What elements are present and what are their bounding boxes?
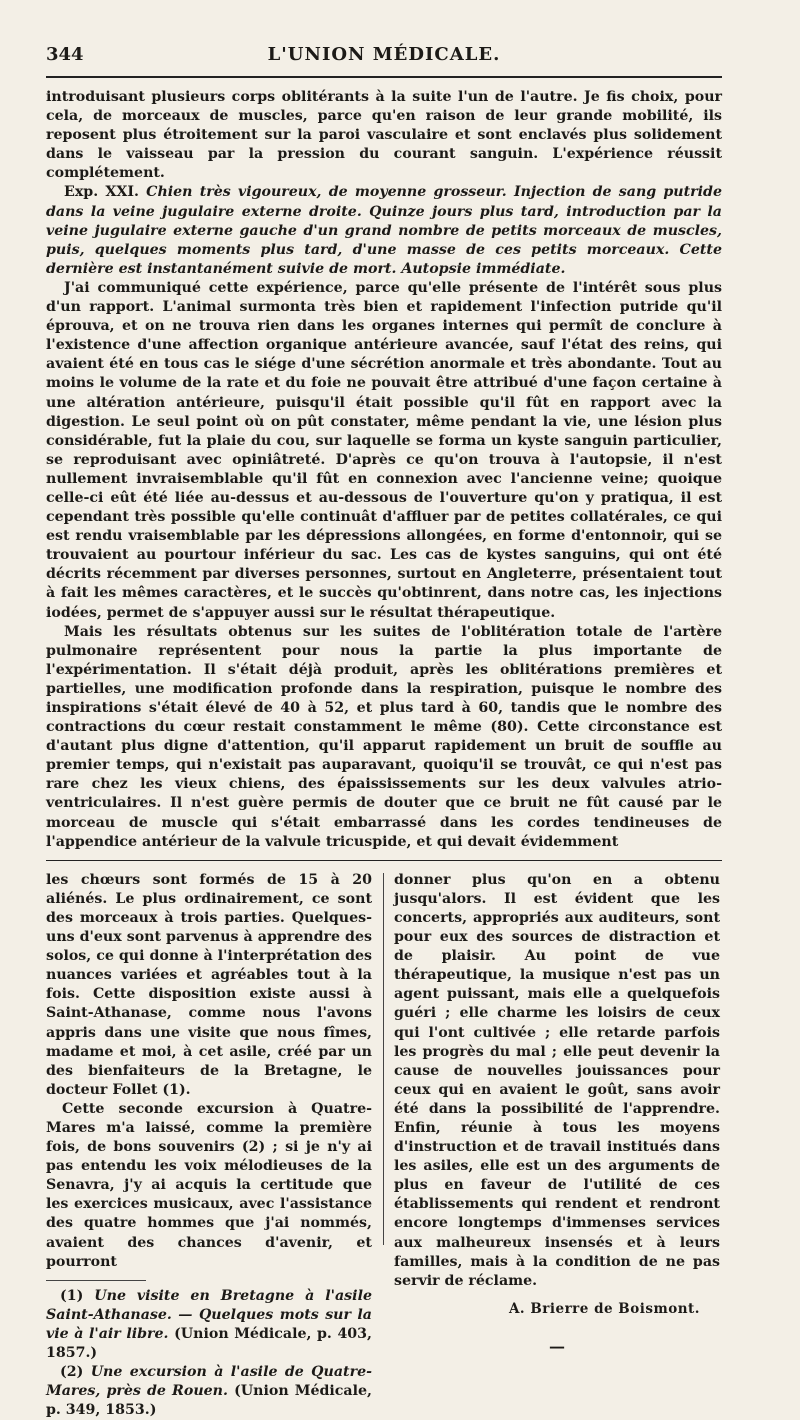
end-dash: — (549, 1336, 565, 1356)
column-divider (383, 873, 384, 1245)
experiment-label: Exp. XXI. (64, 184, 139, 201)
column-paragraph: Cette seconde excursion à Quatre-Mares m'a laissé, comme la première fois, de bons souvenirs (2) ; si je n'y ai pas entendu les voix mélodieuses de la Senavra, j'y ai acquis la certitude que les exercices musicaux, avec l'assistance des quatre hommes que j'ai nommés, avaient des chances d'avenir, et pourront (46, 1100, 372, 1270)
article-paragraph: introduisant plusieurs corps oblitérants à la suite l'un de l'autre. Je fis choix, pour cela, de morceaux de muscles, parce qu'en raison de leur grande mobilité, ils reposent plus étroitement sur la paroi vasculaire et sont enclavés plus solidement dans le vaisseau par la pression du courant sanguin. L'expérience réussit complétement. (46, 89, 722, 182)
column-paragraph: les chœurs sont formés de 15 à 20 aliénés. Le plus ordinairement, ce sont des morceaux à trois parties. Quelques-uns d'eux sont parvenus à apprendre des solos, ce qui donne à l'interprétation des nuances variées et agréables tout à la fois. Cette disposition existe aussi à Saint-Athanase, comme nous l'avons appris dans une visite que nous fîmes, madame et moi, à cet asile, créé par un des bienfaiteurs de la Bretagne, le docteur Follet (1). (46, 871, 372, 1098)
page-number: 344 (46, 44, 84, 65)
page-header (46, 44, 722, 70)
footnote-title: Une visite en Bretagne à l'asile Saint-Athanase. — Quelques mots sur la vie à l'air libre. (46, 1287, 372, 1342)
column-paragraph: donner plus qu'on en a obtenu jusqu'alors. Il est évident que les concerts, appropriés aux auditeurs, sont pour eux des sources de distraction et de plaisir. Au point de vue thérapeutique, la musique n'est pas un agent puissant, mais elle a quelquefois guéri ; elle charme les loisirs de ceux qui l'ont cultivée ; elle retarde parfois les progrès du mal ; elle peut devenir la cause de nouvelles jouissances pour ceux qui en avaient le goût, sans avoir été dans la possibilité de l'apprendre. Enfin, réunie à tous les moyens d'instruction et de travail institués dans les asiles, elle est un des arguments de plus en faveur de l'utilité de ces établissements qui rendent et rendront encore longtemps d'immenses services aux malheureux insensés et à leurs familles, mais à la condition de ne pas servir de réclame. (394, 871, 720, 1289)
footnote-mark: (2) (60, 1364, 84, 1381)
footnote-reference: (Union Médicale, p. 403, 1857.) (46, 1325, 372, 1361)
experiment-paragraph (46, 183, 722, 278)
article-paragraph: J'ai communiqué cette expérience, parce qu'elle présente de l'intérêt sous plus d'un rapport. L'animal surmonta très bien et rapidement l'infection putride qu'il éprouva, et on ne trouva rien dans les organes internes qui permît de conclure à l'existence d'une affection organique antérieure avancée, sauf l'état des reins, qui avaient été en tous cas le siége d'une sécrétion anormale et très abondante. Tout au moins le volume de la rate et du foie ne pouvait être attribué d'une façon certaine à une altération antérieure, puisqu'il était possible qu'il fût en rapport avec la digestion. Le seul point où on pût constater, même pendant la vie, une lésion plus considérable, fut la plaie du cou, sur laquelle se forma un kyste sanguin particulier, se reproduisant avec opiniâtreté. D'après ce qu'on trouva à l'autopsie, il n'est nullement invraisemblable qu'il fût en connexion avec l'ancienne veine; quoique celle-ci eût été liée au-dessus et au-dessous de l'ouverture qu'on y pratiqua, il est cependant très possible qu'elle continuât d'affluer par de petites collatérales, ce qui est rendu vraisemblable par les dépressions allongées, en forme d'entonnoir, qui se trouvaient au pourtour inférieur du sac. Les cas de kystes sanguins, qui ont été décrits récemment par diverses personnes, surtout en Angleterre, présentaient tout à fait les mêmes caractères, et le succès qu'obtinrent, dans notre cas, les injections iodées, permet de s'appuyer aussi sur le résultat thérapeutique. (46, 279, 722, 621)
footnote-1 (46, 1287, 372, 1363)
footnote-title: Une excursion à l'asile de Quatre-Mares, près de Rouen. (46, 1364, 372, 1400)
footnote-rule (46, 1280, 146, 1281)
footnote-2 (46, 1363, 372, 1420)
feuilleton (46, 871, 722, 1419)
article-paragraph: Mais les résultats obtenus sur les suites de l'oblitération totale de l'artère pulmonaire représentent pour nous la partie la plus importante de l'expérimentation. Il s'était déjà produit, après les oblitérations premières et partielles, une modification profonde dans la respiration, puisque le nombre des inspirations s'était élevé de 40 à 52, et plus tard à 60, tandis que le nombre des contractions du cœur restait constamment le même (80). Cette circonstance est d'autant plus digne d'attention, qu'il apparut rapidement un bruit de souffle au premier temps, qui n'existait pas auparavant, quoiqu'il se trouvât, ce qui n'est pas rare chez les vieux chiens, des épaississements sur les deux valvules atrio-ventriculaires. Il n'est guère permis de douter que ce bruit ne fût causé par le morceau de muscle qui s'était embarrassé dans les cordes tendineuses de l'appendice antérieur de la valvule tricuspide, et qui devait évidemment (46, 623, 722, 850)
author-signature: A. Brierre de Boismont. (508, 1300, 700, 1317)
page (46, 44, 722, 1419)
right-column (394, 871, 720, 1356)
footnote-mark: (1) (60, 1287, 84, 1304)
header-rule (46, 76, 722, 78)
running-title: L'UNION MÉDICALE. (267, 44, 501, 65)
footnote-reference: (Union Médicale, p. 349, 1853.) (46, 1383, 372, 1419)
main-article (46, 88, 722, 852)
left-column (46, 871, 372, 1420)
experiment-text: Chien très vigoureux, de moyenne grosseur. Injection de sang putride dans la veine jugulaire externe droite. Quinze jours plus tard, introduction par la veine jugulaire externe gauche d'un grand nombre de petits morceaux de muscles, puis, quelques moments plus tard, d'une masse de ces petits morceaux. Cette dernière est instantanément suivie de mort. Autopsie immédiate. (46, 184, 722, 277)
section-rule (46, 860, 722, 861)
